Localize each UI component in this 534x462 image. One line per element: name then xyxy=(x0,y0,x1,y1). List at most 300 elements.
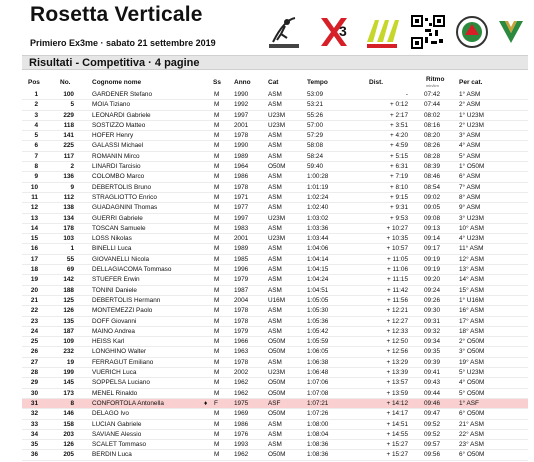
cell-num: 55 xyxy=(66,255,74,263)
table-row xyxy=(22,224,528,234)
cell-cat: ASM xyxy=(268,266,282,274)
cell-num: 205 xyxy=(63,451,74,459)
cell-year: 1978 xyxy=(234,358,249,366)
cell-sex: M xyxy=(214,389,220,397)
cell-name: DEBERTOLIS Bruno xyxy=(92,183,152,191)
cell-dist: + 13:39 xyxy=(386,369,408,377)
cell-pos: 27 xyxy=(30,358,38,366)
table-row xyxy=(22,286,528,296)
cell-sex: M xyxy=(214,430,220,438)
cell-year: 1997 xyxy=(234,214,249,222)
cell-percat: 1° ASM xyxy=(459,91,481,98)
cell-name: MENEL Rinaldo xyxy=(92,389,138,397)
cell-percat: 12° ASM xyxy=(459,255,484,263)
table-header xyxy=(22,76,528,89)
cell-sex: M xyxy=(214,204,220,212)
cell-sex: M xyxy=(214,224,220,232)
cell-num: 188 xyxy=(63,286,74,294)
cell-sex: M xyxy=(214,338,220,346)
cell-dist: + 13:29 xyxy=(386,358,408,366)
cell-pace: 07:42 xyxy=(424,91,440,98)
cell-cat: O50M xyxy=(268,410,286,418)
cell-percat: 14° ASM xyxy=(459,276,484,284)
cell-pace: 09:34 xyxy=(424,338,440,346)
results-table xyxy=(22,90,528,461)
cell-cat: U23M xyxy=(268,235,286,243)
cell-year: 1976 xyxy=(234,430,249,438)
cell-cat: O50M xyxy=(268,451,286,459)
table-row xyxy=(22,203,528,213)
cell-name: LINARDI Tarcisio xyxy=(92,163,141,171)
table-row xyxy=(22,152,528,162)
cell-num: 146 xyxy=(63,410,74,418)
cell-name: LUCIAN Gabriele xyxy=(92,420,142,428)
cell-pos: 8 xyxy=(34,163,38,171)
cell-dist: + 13:57 xyxy=(386,379,408,387)
cell-cat: ASM xyxy=(268,132,282,140)
cell-pace: 09:35 xyxy=(424,348,440,356)
table-row xyxy=(22,337,528,347)
cell-pace: 09:57 xyxy=(424,441,440,449)
cell-year: 1978 xyxy=(234,132,249,140)
cell-num: 9 xyxy=(70,183,74,191)
cell-year: 1975 xyxy=(234,399,249,407)
table-row xyxy=(22,358,528,368)
cell-cat: ASM xyxy=(268,101,282,109)
cell-percat: 5° O50M xyxy=(459,389,485,397)
cell-name: SOSTIZZO Matteo xyxy=(92,121,146,129)
cell-cat: ASM xyxy=(268,255,282,263)
cell-name: STUEFER Erwin xyxy=(92,276,140,284)
cell-cat: ASM xyxy=(268,224,282,232)
cell-year: 1979 xyxy=(234,276,249,284)
cell-percat: 22° ASM xyxy=(459,430,484,438)
cell-dist: + 14:12 xyxy=(386,399,408,407)
cell-pace: 08:46 xyxy=(424,173,440,181)
cell-num: 134 xyxy=(63,214,74,222)
cell-pos: 16 xyxy=(30,245,38,253)
cell-dist: + 5:15 xyxy=(390,152,408,160)
cell-num: 69 xyxy=(66,266,74,274)
cell-dist: + 14:17 xyxy=(386,410,408,418)
cell-percat: 3° O50M xyxy=(459,348,485,356)
cell-name: MONTEMEZZI Paolo xyxy=(92,307,153,315)
cell-num: 136 xyxy=(63,173,74,181)
cell-pace: 09:52 xyxy=(424,420,440,428)
cell-name: DOFF Giovanni xyxy=(92,317,137,325)
cell-percat: 13° ASM xyxy=(459,266,484,274)
cell-percat: 5° ASM xyxy=(459,152,481,160)
cell-dist: + 3:51 xyxy=(390,121,408,129)
cell-dist: + 11:06 xyxy=(386,266,408,274)
cell-pos: 25 xyxy=(30,338,38,346)
cell-num: 109 xyxy=(63,338,74,346)
cell-dist: + 10:27 xyxy=(386,224,408,232)
cell-num: 138 xyxy=(63,204,74,212)
cell-time: 1:04:15 xyxy=(307,266,329,274)
cell-time: 58:08 xyxy=(307,142,323,150)
cell-percat: 19° ASM xyxy=(459,358,484,366)
cell-pace: 09:39 xyxy=(424,358,440,366)
cell-name: DELAGO Ivo xyxy=(92,410,129,418)
cell-sex: M xyxy=(214,214,220,222)
cell-pace: 09:31 xyxy=(424,317,440,325)
cell-percat: 6° ASM xyxy=(459,173,481,181)
cell-year: 1985 xyxy=(234,255,249,263)
cell-dist: + 10:35 xyxy=(386,235,408,243)
cell-percat: 6° O50M xyxy=(459,410,485,418)
cell-pos: 31 xyxy=(30,399,38,407)
cell-name: SCALET Tommaso xyxy=(92,441,147,449)
cell-dist: + 14:51 xyxy=(386,420,408,428)
cell-name: BERDIN Luca xyxy=(92,451,132,459)
cell-year: 1986 xyxy=(234,173,249,181)
cell-pos: 6 xyxy=(34,142,38,150)
cell-num: 229 xyxy=(63,111,74,119)
cell-time: 1:04:24 xyxy=(307,276,329,284)
cell-pos: 33 xyxy=(30,420,38,428)
cell-year: 1990 xyxy=(234,142,249,150)
cell-percat: 8° ASM xyxy=(459,193,481,201)
cell-time: 1:06:05 xyxy=(307,348,329,356)
cell-cat: ASM xyxy=(268,430,282,438)
cell-year: 1978 xyxy=(234,307,249,315)
cell-year: 1962 xyxy=(234,379,249,387)
cell-num: 8 xyxy=(70,399,74,407)
cell-num: 19 xyxy=(66,358,74,366)
cell-sex: M xyxy=(214,132,220,140)
cell-time: 1:03:02 xyxy=(307,214,329,222)
qr-code xyxy=(411,14,445,50)
col-percat: Per cat. xyxy=(459,79,483,86)
cell-cat: ASM xyxy=(268,420,282,428)
cell-name: LONGHINO Walter xyxy=(92,348,147,356)
col-num: No. xyxy=(60,79,71,86)
cell-dist: + 15:27 xyxy=(386,441,408,449)
cell-time: 53:09 xyxy=(307,91,323,98)
cell-time: 1:07:26 xyxy=(307,410,329,418)
cell-time: 1:05:30 xyxy=(307,307,329,315)
cell-percat: 17° ASM xyxy=(459,317,484,325)
cell-cat: ASM xyxy=(268,193,282,201)
cell-pace: 09:14 xyxy=(424,235,440,243)
table-row xyxy=(22,430,528,440)
cell-pace: 08:39 xyxy=(424,163,440,171)
table-row xyxy=(22,420,528,430)
table-row xyxy=(22,378,528,388)
cell-pace: 08:20 xyxy=(424,132,440,140)
cell-sex: M xyxy=(214,420,220,428)
cell-pace: 09:46 xyxy=(424,399,440,407)
cell-dist: + 2:17 xyxy=(390,111,408,119)
cell-name: TOSCAN Samuele xyxy=(92,224,146,232)
col-pace-label: Ritmo xyxy=(426,76,445,83)
cell-dist: + 15:27 xyxy=(386,451,408,459)
cell-dist: + 11:56 xyxy=(386,296,408,304)
cell-percat: 1° U16M xyxy=(459,296,484,304)
cell-pace: 09:20 xyxy=(424,276,440,284)
cell-cat: ASM xyxy=(268,327,282,335)
cell-pace: 09:30 xyxy=(424,307,440,315)
cell-percat: 1° ASF xyxy=(459,399,479,407)
cell-num: 135 xyxy=(63,317,74,325)
cell-dist: + 9:15 xyxy=(390,193,408,201)
cell-year: 1971 xyxy=(234,193,249,201)
cell-num: 125 xyxy=(63,296,74,304)
cell-sex: M xyxy=(214,358,220,366)
cell-year: 1962 xyxy=(234,451,249,459)
seal-logo xyxy=(455,14,489,50)
cell-time: 1:05:59 xyxy=(307,338,329,346)
table-row xyxy=(22,244,528,254)
cell-percat: 2° U23M xyxy=(459,121,484,129)
cell-time: 1:08:36 xyxy=(307,441,329,449)
cell-time: 1:08:04 xyxy=(307,430,329,438)
cell-dist: + 6:31 xyxy=(390,163,408,171)
page-title: Rosetta Verticale xyxy=(30,3,203,26)
cell-time: 1:01:19 xyxy=(307,183,329,191)
cell-year: 1977 xyxy=(234,204,249,212)
cell-cat: ASM xyxy=(268,441,282,449)
cell-sex: M xyxy=(214,369,220,377)
cell-pace: 09:13 xyxy=(424,224,440,232)
cell-percat: 23° ASM xyxy=(459,441,484,449)
harpo-logo xyxy=(363,14,401,50)
cell-dist: + 9:31 xyxy=(390,204,408,212)
cell-name: DEBERTOLIS Hermann xyxy=(92,296,161,304)
cell-name: HOFER Henry xyxy=(92,132,134,140)
cell-sex: F xyxy=(214,399,218,407)
cell-time: 55:26 xyxy=(307,111,323,119)
cell-dist: + 4:20 xyxy=(390,132,408,140)
cell-pace: 09:02 xyxy=(424,193,440,201)
cell-sex: M xyxy=(214,286,220,294)
cell-name: GUERRI Gabriele xyxy=(92,214,143,222)
svg-text:3: 3 xyxy=(339,23,347,39)
cell-percat: 16° ASM xyxy=(459,307,484,315)
cell-pace: 08:16 xyxy=(424,121,440,129)
cell-name: GIOVANELLI Nicola xyxy=(92,255,150,263)
cell-time: 57:29 xyxy=(307,132,323,140)
cell-sex: M xyxy=(214,173,220,181)
cell-pos: 9 xyxy=(34,173,38,181)
results-banner: Risultati - Competitiva · 4 pagine xyxy=(22,55,528,70)
cell-pace: 09:08 xyxy=(424,214,440,222)
cell-cat: O50M xyxy=(268,163,286,171)
cell-year: 1962 xyxy=(234,389,249,397)
cell-name: MAINO Andrea xyxy=(92,327,135,335)
cell-cat: ASM xyxy=(268,173,282,181)
cell-num: 145 xyxy=(63,379,74,387)
cell-time: 1:05:42 xyxy=(307,327,329,335)
cell-percat: 3° ASM xyxy=(459,132,481,140)
cell-cat: U16M xyxy=(268,296,286,304)
cell-pace: 09:24 xyxy=(424,286,440,294)
cell-percat: 10° ASM xyxy=(459,224,484,232)
cell-num: 142 xyxy=(63,276,74,284)
table-row xyxy=(22,368,528,378)
cell-mark: ♦ xyxy=(204,399,208,407)
table-row xyxy=(22,389,528,399)
cell-time: 1:07:06 xyxy=(307,379,329,387)
cell-time: 1:06:38 xyxy=(307,358,329,366)
cell-pos: 22 xyxy=(30,307,38,315)
table-row xyxy=(22,440,528,450)
cell-dist: + 14:55 xyxy=(386,430,408,438)
cell-pos: 23 xyxy=(30,317,38,325)
table-row xyxy=(22,317,528,327)
cell-percat: 6° O50M xyxy=(459,451,485,459)
cell-sex: M xyxy=(214,235,220,243)
cell-name: ROMANIN Mirco xyxy=(92,152,140,160)
cell-pos: 20 xyxy=(30,286,38,294)
cell-num: 158 xyxy=(63,420,74,428)
cell-pos: 35 xyxy=(30,441,38,449)
cell-cat: ASM xyxy=(268,152,282,160)
cell-num: 5 xyxy=(70,101,74,109)
cell-pos: 29 xyxy=(30,379,38,387)
cell-year: 1969 xyxy=(234,410,249,418)
cell-dist: + 12:50 xyxy=(386,338,408,346)
cell-sex: M xyxy=(214,317,220,325)
cell-dist: + 10:57 xyxy=(386,245,408,253)
cell-pace: 09:44 xyxy=(424,389,440,397)
cell-time: 1:02:40 xyxy=(307,204,329,212)
cell-cat: ASM xyxy=(268,276,282,284)
cell-pos: 7 xyxy=(34,152,38,160)
table-row xyxy=(22,255,528,265)
sponsor-logos xyxy=(265,14,525,52)
cell-sex: M xyxy=(214,266,220,274)
cell-name: MOIA Tiziano xyxy=(92,101,131,109)
table-row xyxy=(22,399,528,409)
cell-num: 225 xyxy=(63,142,74,150)
cell-name: LOSS Nikolas xyxy=(92,235,132,243)
cell-dist: + 13:59 xyxy=(386,389,408,397)
table-row xyxy=(22,172,528,182)
cell-dist: + 12:27 xyxy=(386,317,408,325)
cell-pos: 30 xyxy=(30,389,38,397)
cell-pace: 08:28 xyxy=(424,152,440,160)
cell-num: 178 xyxy=(63,224,74,232)
cell-name: DELLAGIACOMA Tommaso xyxy=(92,266,172,274)
col-pos: Pos xyxy=(28,79,40,86)
cell-name: GALASSI Michael xyxy=(92,142,144,150)
cell-cat: ASM xyxy=(268,91,282,98)
cell-pos: 1 xyxy=(34,91,38,98)
table-row xyxy=(22,327,528,337)
cell-cat: O50M xyxy=(268,338,286,346)
cell-cat: O50M xyxy=(268,389,286,397)
table-row xyxy=(22,306,528,316)
cell-sex: M xyxy=(214,348,220,356)
table-row xyxy=(22,121,528,131)
cell-pace: 09:32 xyxy=(424,327,440,335)
col-time: Tempo xyxy=(307,79,328,86)
cell-dist: + 7:19 xyxy=(390,173,408,181)
cell-year: 1966 xyxy=(234,338,249,346)
table-row xyxy=(22,111,528,121)
cell-pos: 17 xyxy=(30,255,38,263)
cell-year: 2001 xyxy=(234,121,249,129)
cell-cat: ASM xyxy=(268,358,282,366)
cell-num: 100 xyxy=(63,91,74,98)
cell-name: HEISS Karl xyxy=(92,338,125,346)
cell-pace: 09:43 xyxy=(424,379,440,387)
cell-name: GARDENER Stefano xyxy=(92,91,153,98)
cell-percat: 1° O50M xyxy=(459,163,485,171)
cell-pace: 08:26 xyxy=(424,142,440,150)
cell-time: 1:05:36 xyxy=(307,317,329,325)
cell-year: 1979 xyxy=(234,327,249,335)
cell-num: 103 xyxy=(63,235,74,243)
cell-pos: 5 xyxy=(34,132,38,140)
cell-percat: 5° U23M xyxy=(459,369,484,377)
cell-dist: + 11:05 xyxy=(386,255,408,263)
cell-pos: 13 xyxy=(30,214,38,222)
cell-year: 1989 xyxy=(234,245,249,253)
cell-percat: 2° ASM xyxy=(459,101,481,109)
table-row xyxy=(22,100,528,110)
cell-num: 117 xyxy=(63,152,74,160)
cell-pos: 21 xyxy=(30,296,38,304)
cell-pos: 19 xyxy=(30,276,38,284)
table-row xyxy=(22,214,528,224)
cell-year: 1989 xyxy=(234,152,249,160)
cell-cat: ASM xyxy=(268,142,282,150)
cell-pace: 09:56 xyxy=(424,451,440,459)
table-row xyxy=(22,193,528,203)
cell-year: 1986 xyxy=(234,420,249,428)
table-row xyxy=(22,296,528,306)
cell-pace: 09:05 xyxy=(424,204,440,212)
cell-pace: 09:41 xyxy=(424,369,440,377)
event-subtitle: Primiero Ex3me · sabato 21 settembre 2019 xyxy=(30,38,216,48)
cell-dist: + 11:42 xyxy=(386,286,408,294)
cell-sex: M xyxy=(214,327,220,335)
cell-dist: + 9:53 xyxy=(390,214,408,222)
cell-dist: + 11:15 xyxy=(386,276,408,284)
cell-time: 59:40 xyxy=(307,163,323,171)
cell-pos: 3 xyxy=(34,111,38,119)
cell-percat: 3° U23M xyxy=(459,214,484,222)
cell-year: 1964 xyxy=(234,163,249,171)
cell-percat: 1° U23M xyxy=(459,111,484,119)
col-cat: Cat xyxy=(268,79,279,86)
cell-year: 1992 xyxy=(234,101,249,109)
cell-dist: + 12:56 xyxy=(386,348,408,356)
cell-percat: 4° ASM xyxy=(459,142,481,150)
cell-pos: 14 xyxy=(30,224,38,232)
cell-time: 1:04:06 xyxy=(307,245,329,253)
table-row xyxy=(22,234,528,244)
cell-sex: M xyxy=(214,91,220,98)
col-dist: Dist. xyxy=(369,79,384,86)
cell-time: 57:00 xyxy=(307,121,323,129)
cell-time: 1:05:05 xyxy=(307,296,329,304)
cell-sex: M xyxy=(214,101,220,109)
cell-name: SAVIANE Alessio xyxy=(92,430,142,438)
cell-sex: M xyxy=(214,255,220,263)
runner-logo xyxy=(265,14,303,50)
cell-percat: 18° ASM xyxy=(459,327,484,335)
cell-cat: U23M xyxy=(268,369,286,377)
cell-sex: M xyxy=(214,451,220,459)
cell-cat: U23M xyxy=(268,214,286,222)
table-row xyxy=(22,265,528,275)
cell-time: 1:08:00 xyxy=(307,420,329,428)
cell-percat: 4° U23M xyxy=(459,235,484,243)
